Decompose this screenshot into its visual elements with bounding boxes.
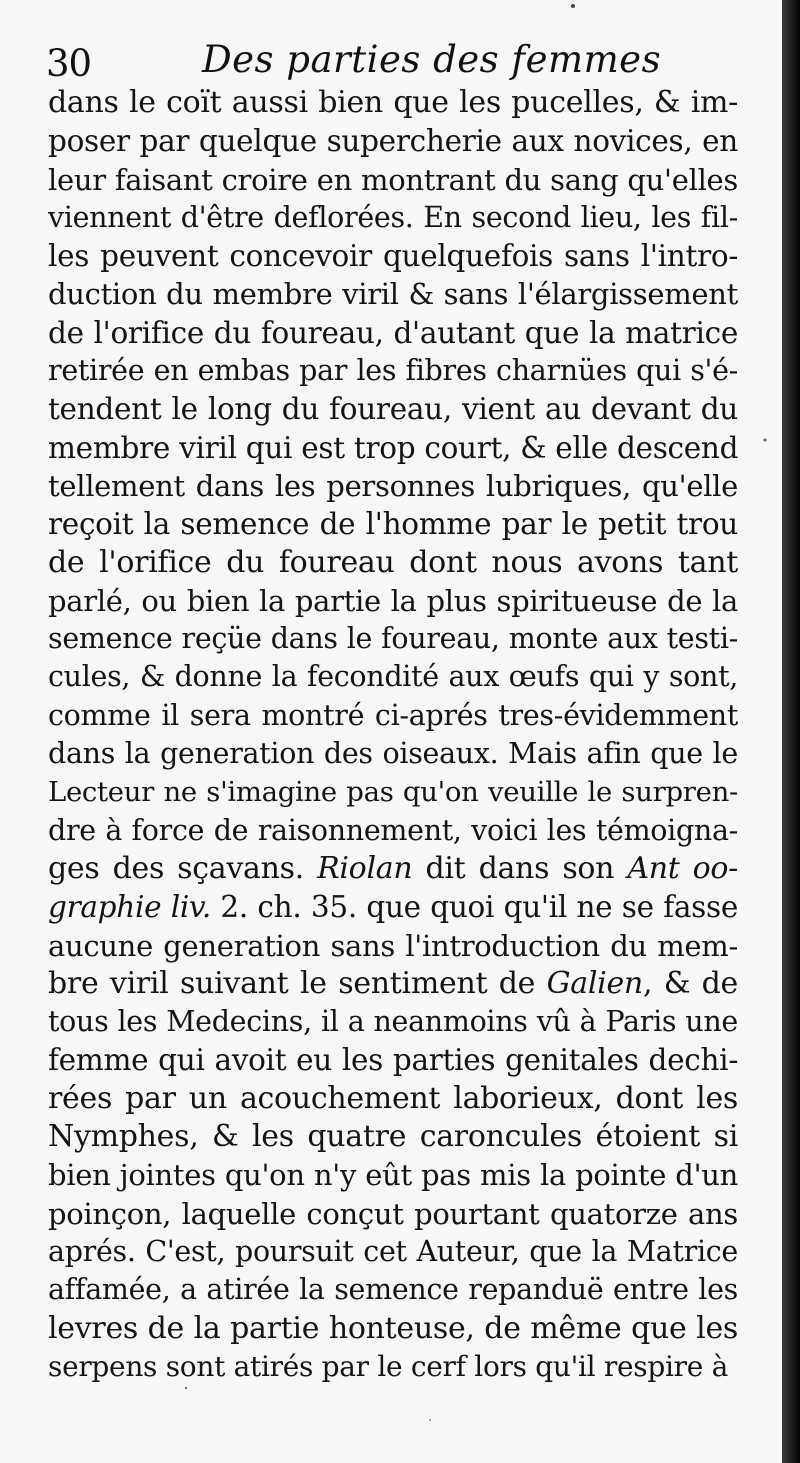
text-line: poinçon, laquelle conçut pourtant quatorze ans xyxy=(48,1196,738,1231)
text-line: duction du membre viril & sans l'élargissement xyxy=(48,277,738,312)
work-title: Ant oo- xyxy=(627,850,738,886)
work-title: graphie liv. xyxy=(48,890,211,925)
running-title: Des parties des femmes xyxy=(202,38,662,81)
text-line: viennent d'être deflorées. En second lieu, les fil- xyxy=(48,200,738,234)
text-line: retirée en embas par les fibres charnües qui s'é- xyxy=(48,354,738,388)
text-line: aprés. C'est, poursuit cet Auteur, que la Matrice xyxy=(48,1234,738,1268)
text-line: cules, & donne la fecondité aux œufs qui y sont, xyxy=(48,660,738,694)
author-name: Riolan xyxy=(317,850,413,886)
text-line: parlé, ou bien la partie la plus spiritueuse de la xyxy=(48,583,738,618)
text-span: dit dans son xyxy=(412,850,628,886)
text-line: rées par un acouchement laborieux, dont les xyxy=(48,1080,738,1116)
text-line: les peuvent concevoir quelquefois sans l'intro- xyxy=(48,239,738,274)
text-line: Nymphes, & les quatre caroncules étoient si xyxy=(48,1119,738,1155)
body-text xyxy=(48,84,738,1386)
text-line: leur faisant croire en montrant du sang qu'elles xyxy=(48,162,738,197)
person-name: Galien xyxy=(546,965,643,1001)
text-line: femme qui avoit eu les parties genitales dechi- xyxy=(48,1043,738,1078)
text-line xyxy=(48,965,738,1003)
text-line: tous les Medecins, il a neanmoins vû à Paris une xyxy=(48,1005,738,1039)
text-span: ges des sçavans. xyxy=(48,850,304,886)
page-header xyxy=(46,38,746,90)
text-line: bien jointes qu'on n'y eût pas mis la pointe d'un xyxy=(48,1158,738,1193)
text-line: membre viril qui est trop court, & elle descend xyxy=(48,430,739,465)
page-gutter-shadow xyxy=(782,0,800,1463)
text-line: Lecteur ne s'imagine pas qu'on veuille le surpren- xyxy=(48,776,738,809)
text-line: levres de la partie honteuse, de même que les xyxy=(48,1310,738,1346)
text-line: dre à force de raisonnement, voici les témoigna- xyxy=(48,813,738,847)
text-span: , & de xyxy=(642,965,738,1001)
text-span: bre viril suivant le sentiment de xyxy=(48,965,547,1001)
text-line: de l'orifice du foureau, d'autant que la matrice xyxy=(48,315,738,350)
text-line: tendent le long du foureau, vient au devant du xyxy=(48,392,738,427)
text-line xyxy=(48,850,738,888)
page-number: 30 xyxy=(46,42,92,85)
text-line: de l'orifice du foureau dont nous avons tant xyxy=(48,544,738,580)
text-line: affamée, a atirée la semence repanduë entre les xyxy=(48,1273,738,1307)
text-line: tellement dans les personnes lubriques, qu'elle xyxy=(48,468,738,503)
text-line: reçoit la semence de l'homme par le petit trou xyxy=(48,507,738,542)
text-line xyxy=(48,888,738,926)
text-line: dans le coït aussi bien que les pucelles, & im- xyxy=(48,85,738,120)
text-line: semence reçüe dans le foureau, monte aux testi- xyxy=(48,622,738,656)
text-span: 2. ch. 35. que quoi qu'il ne se fasse xyxy=(210,890,738,925)
text-line: aucune generation sans l'introduction du mem- xyxy=(48,928,738,963)
text-line: comme il sera montré ci-aprés tres-évidemment xyxy=(48,698,738,732)
text-line: serpens sont atirés par le cerf lors qu'il respire à xyxy=(48,1349,728,1383)
text-line: dans la generation des oiseaux. Mais afin que le xyxy=(48,737,738,771)
text-line: poser par quelque supercherie aux novices, en xyxy=(48,124,738,159)
